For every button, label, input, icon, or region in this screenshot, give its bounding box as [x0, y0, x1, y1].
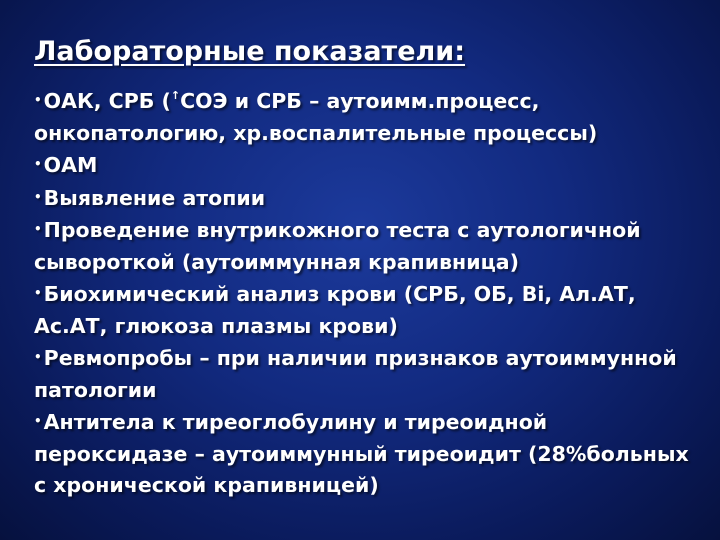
bullet-text: ОАК, СРБ ( [43, 89, 171, 113]
bullet-text: СОЭ и СРБ – аутоимм.процесс, онкопатологию, хр.воспалительные процессы) [34, 89, 598, 145]
bullet-dot-icon: • [34, 222, 42, 236]
bullet-dot-icon: • [34, 414, 42, 428]
bullet-dot-icon: • [34, 350, 42, 364]
bullet-text: ОАМ [43, 153, 98, 177]
bullet-dot-icon: • [34, 93, 42, 107]
bullet-dot-icon: • [34, 157, 42, 171]
bullet-list [34, 80, 694, 502]
slide-title: Лабораторные показатели: [34, 36, 466, 67]
bullet-dot-icon: • [34, 286, 42, 300]
bullet-item-oak-srb [34, 80, 694, 149]
bullet-item-oam [34, 149, 694, 182]
bullet-text: Антитела к тиреоглобулину и тиреоидной пероксидазе – аутоиммунный тиреоидит (28%больных с хронической крапивницей) [34, 410, 689, 497]
bullet-item-antibodies [34, 406, 694, 502]
bullet-text: Выявление атопии [43, 185, 266, 210]
arrow-up-icon: ↑ [170, 89, 181, 102]
bullet-item-atopy [34, 182, 694, 215]
bullet-dot-icon: • [34, 189, 42, 204]
bullet-text: Биохимический анализ крови (СРБ, ОБ, Bi, Ал.АТ, Ас.АТ, глюкоза плазмы крови) [34, 282, 636, 338]
bullet-text: Проведение внутрикожного теста с аутологичной сывороткой (аутоиммунная крапивница) [34, 218, 641, 274]
bullet-item-skin-test [34, 214, 694, 278]
bullet-item-biochemistry [34, 278, 694, 342]
bullet-text: Ревмопробы – при наличии признаков аутоиммунной патологии [34, 346, 677, 402]
bullet-item-rheumatic-tests [34, 342, 694, 406]
